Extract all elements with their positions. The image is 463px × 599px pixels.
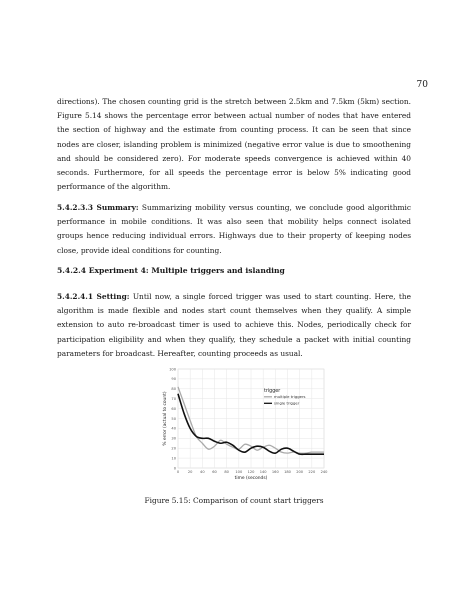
y-tick-label: 100 <box>169 367 176 372</box>
x-tick-label: 80 <box>224 470 229 474</box>
legend-entry: single trigger <box>274 400 300 406</box>
y-tick-label: 50 <box>171 416 176 421</box>
x-tick-label: 60 <box>212 470 217 474</box>
section-heading: 5.4.2.4 Experiment 4: Multiple triggers and islanding <box>57 266 285 275</box>
x-tick-label: 20 <box>187 470 193 474</box>
line-chart <box>160 366 328 484</box>
setting-heading: 5.4.2.4.1 Setting: <box>57 292 130 301</box>
x-tick-label: 140 <box>259 470 267 474</box>
y-tick-label: 70 <box>171 397 176 401</box>
x-tick-label: 120 <box>247 470 255 474</box>
summary-heading: 5.4.2.3.3 Summary: <box>57 203 139 212</box>
x-tick-label: 100 <box>235 470 243 474</box>
x-tick-label: 200 <box>296 470 304 474</box>
y-tick-label: 90 <box>171 377 176 382</box>
y-tick-label: 20 <box>171 446 176 451</box>
summary-body: Summarizing mobility versus counting, we conclude good algorithmic performance in mobile conditions. It was also seen that mobility helps connect isolated groups hence reducing individual errors. Highways due to their property of keeping nodes close, provide ideal conditions for counting. <box>57 203 411 255</box>
paragraph-intro: directions). The chosen counting grid is the stretch between 2.5km and 7.5km (5km) section. Figure 5.14 shows the percentage error between actual number of nodes that have entered the section of highway and the estimate from counting process. It can be seen that since nodes are closer, islanding problem is minimized (negative error value is due to smoothening and should be considered zero). For moderate speeds convergence is achieved within 40 seconds. Furthermore, for all speeds the percentage error is below 5% indicating good performance of the algorithm. <box>57 97 411 192</box>
legend-entry: multiple triggers <box>274 394 306 399</box>
x-axis-label: time (seconds) <box>234 476 268 481</box>
x-tick-label: 180 <box>284 470 291 474</box>
figure-chart <box>160 366 328 484</box>
y-tick-label: 10 <box>171 456 176 461</box>
y-axis-label: % error (actual to count) <box>163 391 168 446</box>
x-tick-label: 160 <box>271 470 279 474</box>
y-tick-label: 80 <box>171 387 176 392</box>
y-tick-label: 0 <box>173 466 176 471</box>
paragraph-setting <box>57 290 411 361</box>
setting-body: Until now, a single forced trigger was used to start counting. Here, the algorithm is made flexible and nodes start count themselves when they qualify. A simple extension to auto re-broadcast timer is used to achieve this. Nodes, periodically check for participation eligibility and when they qualify, they schedule a packet with initial counting parameters for broadcast. Hereafter, counting proceeds as usual. <box>57 292 412 358</box>
x-tick-label: 0 <box>176 470 180 474</box>
x-tick-label: 240 <box>320 470 328 474</box>
paragraph-summary <box>57 201 411 258</box>
x-tick-label: 40 <box>200 470 205 474</box>
page-number: 70 <box>416 80 428 90</box>
figure-caption: Figure 5.15: Comparison of count start triggers <box>144 496 324 505</box>
y-tick-label: 40 <box>171 426 176 431</box>
y-tick-label: 60 <box>171 406 176 411</box>
y-tick-label: 30 <box>171 436 176 441</box>
legend-title: trigger <box>264 389 281 394</box>
x-tick-label: 220 <box>308 470 316 474</box>
